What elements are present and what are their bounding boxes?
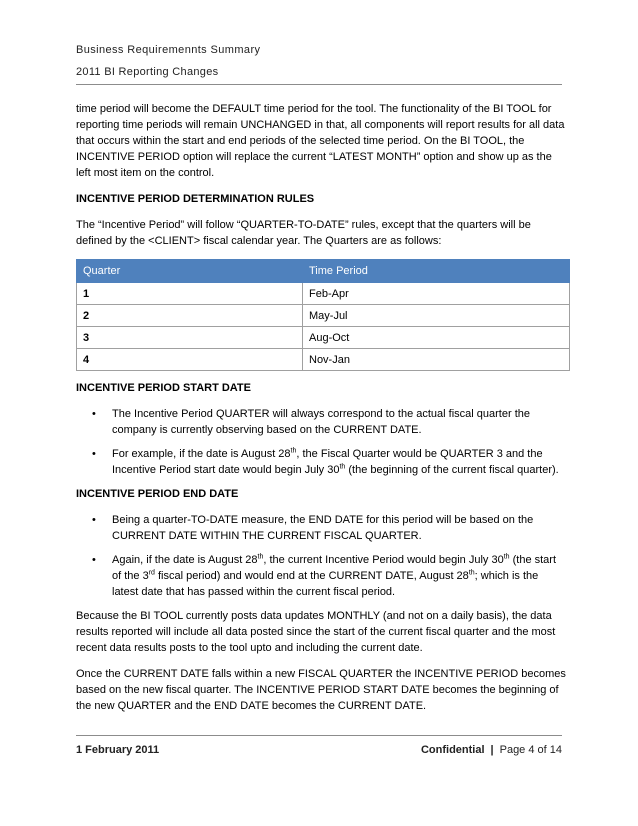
section-heading-start-date: INCENTIVE PERIOD START DATE xyxy=(76,382,251,394)
section-heading-determination-rules: INCENTIVE PERIOD DETERMINATION RULES xyxy=(76,193,315,205)
bullet-icon: • xyxy=(92,448,96,460)
table-row xyxy=(77,305,570,327)
list-item xyxy=(92,446,566,478)
intro-paragraph: time period will become the DEFAULT time period for the tool. The functionality of the BI TOOL for reporting time periods will remain UNCHANGED in that, all components will report results for all data that occurs within the start and end periods of the selected time period. On the BI TOOL, the INCENTIVE PERIOD option will replace the current “LATEST MONTH” option and show up as the left most item on the control. xyxy=(76,103,565,179)
list-item-text: Again, if the date is August 28th, the current Incentive Period would begin July 30th (the start of the 3rd fiscal period) and would end at the CURRENT DATE, August 28th; which is the latest date that has passed within the current fiscal period. xyxy=(112,553,557,598)
column-header-time-period: Time Period xyxy=(303,260,570,283)
header-subtitle: 2011 BI Reporting Changes xyxy=(76,66,219,78)
bullet-icon: • xyxy=(92,554,96,566)
confidential-label: Confidential xyxy=(420,744,485,756)
bullet-icon: • xyxy=(92,408,96,420)
monthly-updates-paragraph: Because the BI TOOL currently posts data updates MONTHLY (and not on a daily basis), the data results reported will include all data posted since the start of the current fiscal quarter and the most recent data results posts to the tool upto and including the current date. xyxy=(76,610,556,654)
new-quarter-paragraph: Once the CURRENT DATE falls within a new FISCAL QUARTER the INCENTIVE PERIOD becomes based on the new fiscal quarter. The INCENTIVE PERIOD START DATE becomes the beginning of the new QUARTER and the END DATE becomes the CURRENT DATE. xyxy=(76,668,566,712)
page-number: Page 4 of 14 xyxy=(499,744,562,756)
quarters-table xyxy=(76,259,570,371)
list-item xyxy=(92,406,566,438)
bullet-icon: • xyxy=(92,514,96,526)
column-header-quarter: Quarter xyxy=(77,260,303,283)
quarter-cell: 3 xyxy=(77,327,303,349)
footer-date: 1 February 2011 xyxy=(76,744,160,756)
list-item xyxy=(92,552,566,600)
header-title: Business Requiremennts Summary xyxy=(76,44,261,56)
table-row xyxy=(77,349,570,371)
table-header-row xyxy=(77,260,570,283)
footer-divider xyxy=(76,735,562,736)
start-date-bullet-list xyxy=(76,406,566,478)
table-row xyxy=(77,283,570,305)
list-item-text: The Incentive Period QUARTER will always correspond to the actual fiscal quarter the company is currently observing based on the CURRENT DATE. xyxy=(112,408,530,436)
time-period-cell: Aug-Oct xyxy=(303,327,570,349)
list-item-text: For example, if the date is August 28th, the Fiscal Quarter would be QUARTER 3 and the Incentive Period start date would begin July 30th (the beginning of the current fiscal quarter). xyxy=(112,447,559,476)
time-period-cell: May-Jul xyxy=(303,305,570,327)
document-body xyxy=(76,101,566,724)
quarter-cell: 4 xyxy=(77,349,303,371)
quarters-intro-paragraph: The “Incentive Period” will follow “QUARTER-TO-DATE” rules, except that the quarters will be defined by the <CLIENT> fiscal calendar year. The Quarters are as follows: xyxy=(76,219,531,247)
section-heading-end-date: INCENTIVE PERIOD END DATE xyxy=(76,488,239,500)
time-period-cell: Feb-Apr xyxy=(303,283,570,305)
list-item-text: Being a quarter-TO-DATE measure, the END DATE for this period will be based on the CURRENT DATE WITHIN THE CURRENT FISCAL QUARTER. xyxy=(112,514,534,542)
footer-right xyxy=(421,744,562,756)
header-divider xyxy=(76,84,562,85)
end-date-bullet-list xyxy=(76,512,566,600)
quarter-cell: 1 xyxy=(77,283,303,305)
footer-separator: | xyxy=(490,744,494,756)
list-item xyxy=(92,512,566,544)
quarter-cell: 2 xyxy=(77,305,303,327)
time-period-cell: Nov-Jan xyxy=(303,349,570,371)
table-row xyxy=(77,327,570,349)
